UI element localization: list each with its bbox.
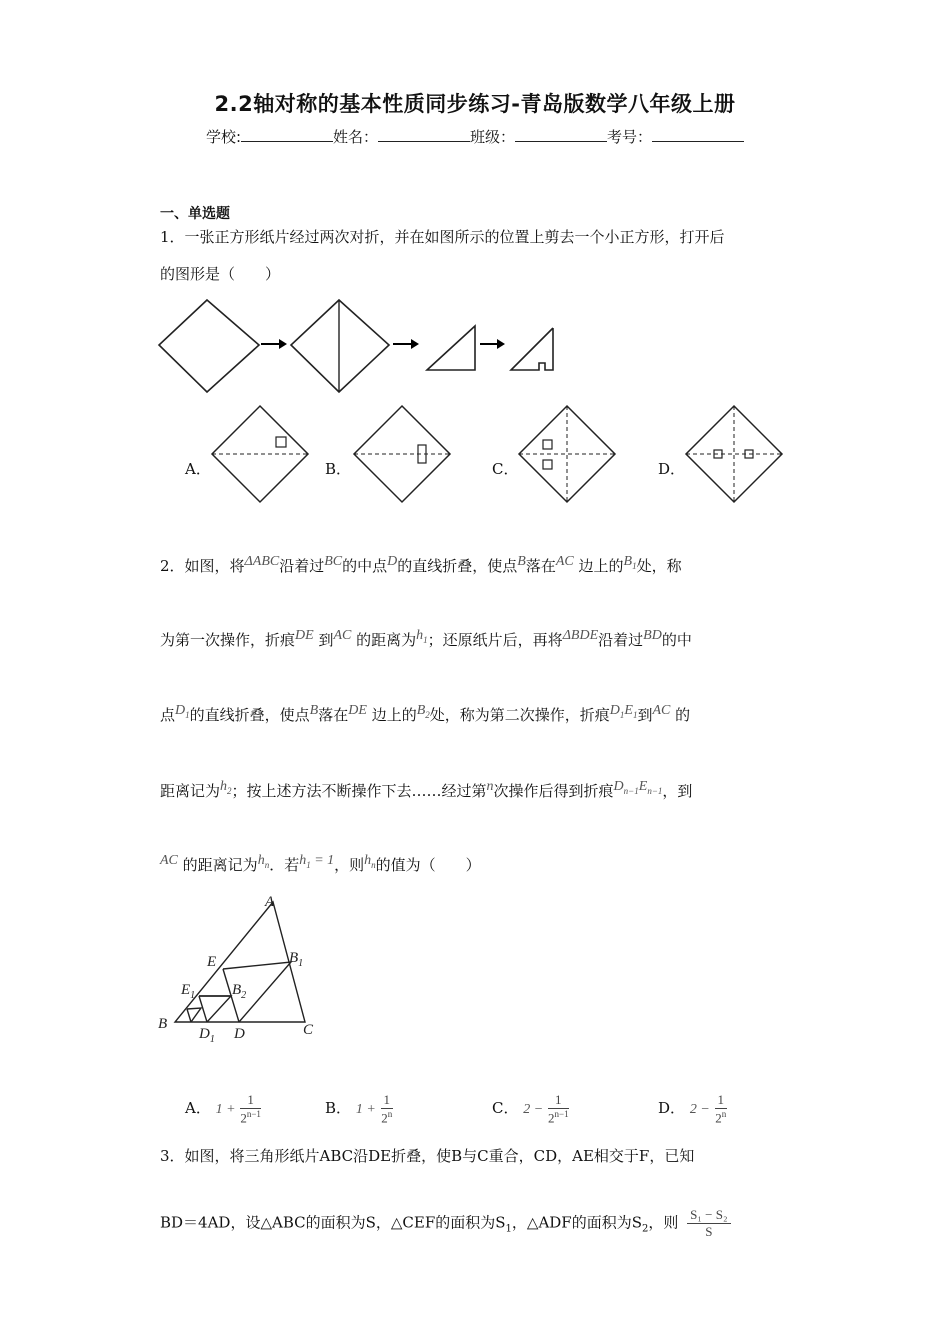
section-heading: 一、单选题 [160,206,230,222]
square-step1 [159,300,259,392]
label-D1: $D_1$ [199,1026,215,1045]
q1-line1: 1．一张正方形纸片经过两次对折，并在如图所示的位置上剪去一个小正方形，打开后 [160,228,725,246]
arrow1-head [279,339,287,349]
q2-line3: 点$^{D_1}$的直线折叠，使点$^B$落在$^{DE}$ 边上的$^{B_2}$处，称为第二次操作，折痕$^{D_1E_1}$到$^{AC}$ 的 [160,703,691,724]
label-E1: $E_1$ [181,982,196,1001]
q2-option-d[interactable]: D． 2 − $\frac{1}{2^n}$ [658,1092,727,1126]
cut-square-top [543,440,552,449]
q1-option-a-label[interactable]: A． [185,460,211,478]
q1-option-c-figure[interactable] [518,405,618,505]
q1-option-d-label[interactable]: D． [658,460,686,478]
school-label: 学校: [205,128,241,146]
id-label: 考号： [607,128,653,146]
label-A: A [265,894,275,910]
triangle-step3 [427,326,475,370]
q1-fold-sequence-figure [155,300,575,400]
q3-line1: 3．如图，将三角形纸片ABC沿DE折叠，使B与C重合，CD，AE相交于F，已知 [160,1147,695,1165]
q2-triangle-figure [155,890,335,1050]
q1-option-b-label[interactable]: B． [325,460,352,478]
q1-option-b-figure[interactable] [350,405,450,505]
arrow2-head [411,339,419,349]
square-step2 [291,300,389,392]
q3-frac-denominator: S [705,1224,713,1239]
q2-line2: 为第一次操作，折痕$^{DE}$ 到$^{AC}$ 的距离为$^{h_1}$；还原纸片后，再将$^{\Delta BDE}$沿着过$^{BD}$的中 [160,628,692,649]
q1-option-c-label[interactable]: C． [492,460,519,478]
page-title: 2.2轴对称的基本性质同步练习-青岛版数学八年级上册 [214,92,736,116]
class-blank [515,127,607,142]
arrow3-head [497,339,505,349]
label-B1: $B_1$ [289,950,304,969]
fold-b2 [199,996,231,1022]
school-blank [241,127,333,142]
q2-line5: $^{AC}$ 的距离记为$^{h_n}$．若$^{h_1 = 1}$，则$^{h_n}$的值为（ ） [160,853,481,874]
q1-option-d-figure[interactable] [684,405,784,505]
triangle-step4-cut [511,328,553,370]
cut-square [276,437,286,447]
q3-line2: BD＝4AD，设△ABC的面积为S，△CEF的面积为$S_1$，△ADF的面积为$S_2$，则 $\frac{\text{S₁ − S₂}}{S}$ [160,1207,731,1240]
q2-line1: 2．如图，将$^{\Delta ABC}$沿着过$^{BC}$的中点$^D$的直线折叠，使点$^B$落在$^{AC}$ 边上的$^{B_1}$处，称 [160,554,682,575]
q2-option-b[interactable]: B． 1 + $\frac{1}{2^n}$ [325,1092,393,1126]
q2-option-a[interactable]: A． 1 + $\frac{1}{2^{n-1}}$ [185,1092,261,1126]
label-B: B [158,1016,168,1032]
student-info-line [0,126,950,147]
q3-frac-numerator: S₁ − S₂ [687,1207,730,1224]
q2-line4: 距离记为$^{h_2}$；按上述方法不断操作下去……经过第$^n$次操作后得到折痕$^{D_{n-1}E_{n-1}}$，到 [160,779,693,800]
label-D: D [234,1026,245,1042]
name-blank [378,127,470,142]
q1-option-a-figure[interactable] [210,405,310,505]
cut-square-bottom [543,460,552,469]
class-label: 班级： [470,128,516,146]
label-C: C [303,1022,314,1038]
name-label: 姓名： [333,128,379,146]
label-E: E [207,954,217,970]
q1-line2: 的图形是（ ） [160,265,281,283]
id-blank [652,127,744,142]
label-B2: $B_2$ [232,982,247,1001]
q2-option-c[interactable]: C． 2 − $\frac{1}{2^{n-1}}$ [492,1092,569,1126]
